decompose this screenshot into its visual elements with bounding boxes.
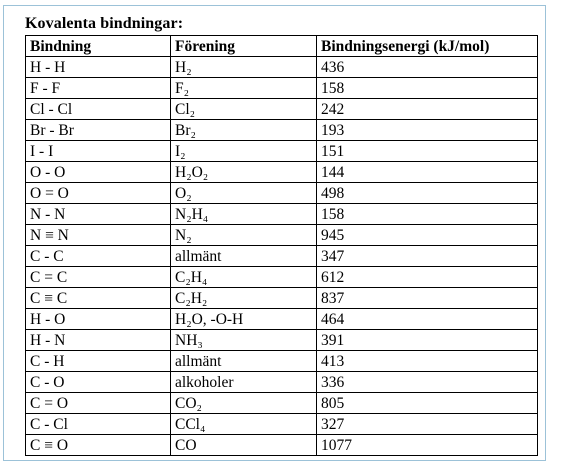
cell-bond: Br - Br (26, 120, 171, 141)
cell-compound: alkoholer (171, 372, 317, 393)
cell-energy: 347 (317, 246, 538, 267)
table-row (26, 225, 538, 246)
table-row (26, 435, 538, 456)
cell-bond: C - Cl (26, 414, 171, 435)
table-row (26, 204, 538, 225)
cell-energy: 158 (317, 78, 538, 99)
cell-bond: C - C (26, 246, 171, 267)
table-row (26, 414, 538, 435)
cell-compound: H₂O, -O-H (171, 309, 317, 330)
cell-energy: 436 (317, 57, 538, 78)
cell-energy: 193 (317, 120, 538, 141)
cell-compound: CO (171, 435, 317, 456)
table-row (26, 141, 538, 162)
table-row (26, 351, 538, 372)
table-row (26, 162, 538, 183)
table-caption: Kovalenta bindningar: (25, 15, 184, 32)
cell-compound: F₂ (171, 78, 317, 99)
table-row (26, 267, 538, 288)
cell-bond: O = O (26, 183, 171, 204)
table-body (26, 57, 538, 456)
table-row (26, 246, 538, 267)
cell-bond: C = C (26, 267, 171, 288)
cell-bond: C - O (26, 372, 171, 393)
cell-compound: C₂H₂ (171, 288, 317, 309)
cell-bond: H - H (26, 57, 171, 78)
cell-compound: NH₃ (171, 330, 317, 351)
cell-bond: C - H (26, 351, 171, 372)
cell-compound: I₂ (171, 141, 317, 162)
cell-compound: allmänt (171, 246, 317, 267)
cell-bond: C ≡ C (26, 288, 171, 309)
cell-energy: 242 (317, 99, 538, 120)
cell-bond: F - F (26, 78, 171, 99)
cell-energy: 413 (317, 351, 538, 372)
cell-bond: N ≡ N (26, 225, 171, 246)
cell-energy: 498 (317, 183, 538, 204)
cell-compound: H₂ (171, 57, 317, 78)
cell-compound: Br₂ (171, 120, 317, 141)
cell-compound: CO₂ (171, 393, 317, 414)
cell-energy: 158 (317, 204, 538, 225)
cell-energy: 336 (317, 372, 538, 393)
cell-energy: 151 (317, 141, 538, 162)
bond-energy-table (25, 35, 538, 456)
cell-energy: 464 (317, 309, 538, 330)
table-row (26, 288, 538, 309)
header-bond: Bindning (26, 36, 171, 57)
table-header-row (26, 36, 538, 57)
cell-energy: 327 (317, 414, 538, 435)
header-energy: Bindningsenergi (kJ/mol) (317, 36, 538, 57)
cell-bond: H - N (26, 330, 171, 351)
table-row (26, 393, 538, 414)
cell-bond: C = O (26, 393, 171, 414)
cell-energy: 144 (317, 162, 538, 183)
cell-bond: N - N (26, 204, 171, 225)
cell-energy: 837 (317, 288, 538, 309)
cell-bond: O - O (26, 162, 171, 183)
cell-bond: Cl - Cl (26, 99, 171, 120)
table-row (26, 78, 538, 99)
cell-compound: N₂ (171, 225, 317, 246)
table-row (26, 99, 538, 120)
cell-compound: Cl₂ (171, 99, 317, 120)
cell-compound: C₂H₄ (171, 267, 317, 288)
cell-bond: I - I (26, 141, 171, 162)
cell-energy: 612 (317, 267, 538, 288)
cell-energy: 391 (317, 330, 538, 351)
table-row (26, 309, 538, 330)
table-row (26, 372, 538, 393)
table-row (26, 120, 538, 141)
cell-bond: H - O (26, 309, 171, 330)
table-row (26, 57, 538, 78)
table-row (26, 183, 538, 204)
cell-energy: 805 (317, 393, 538, 414)
table-row (26, 330, 538, 351)
cell-compound: CCl₄ (171, 414, 317, 435)
cell-bond: C ≡ O (26, 435, 171, 456)
cell-compound: H₂O₂ (171, 162, 317, 183)
cell-compound: N₂H₄ (171, 204, 317, 225)
cell-energy: 1077 (317, 435, 538, 456)
cell-compound: allmänt (171, 351, 317, 372)
cell-compound: O₂ (171, 183, 317, 204)
header-compound: Förening (171, 36, 317, 57)
cell-energy: 945 (317, 225, 538, 246)
